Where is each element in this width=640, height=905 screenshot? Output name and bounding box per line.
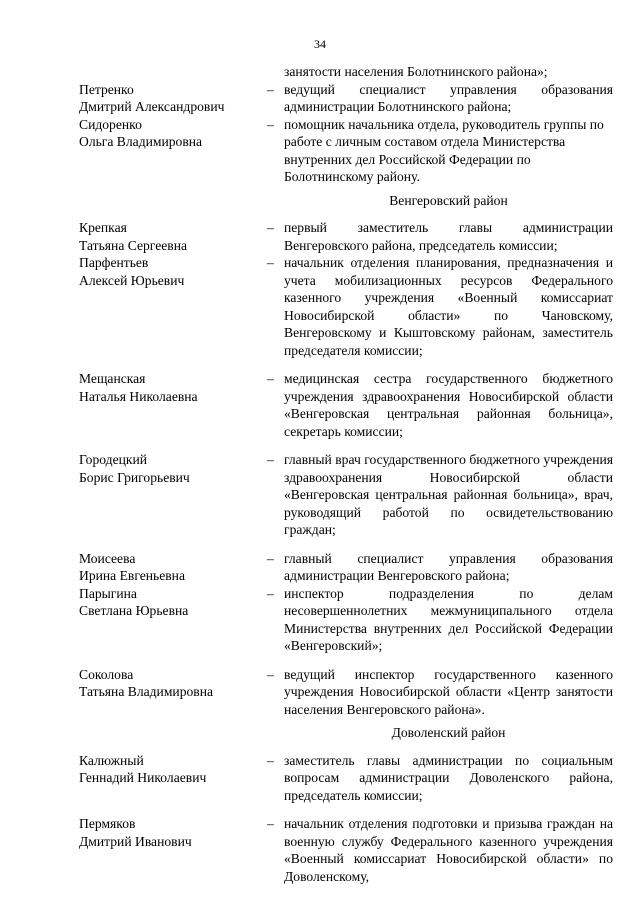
- member-name: [79, 815, 267, 850]
- member-last-name: Парыгина: [79, 585, 137, 601]
- member-name: [79, 585, 267, 620]
- member-last-name: Парфентьев: [79, 255, 149, 270]
- member-first-name: Светлана Юрьевна: [79, 603, 189, 618]
- member-last-name: Сидоренко: [79, 116, 142, 132]
- dash-separator: –: [267, 585, 274, 601]
- member-last-name: Пермяков: [79, 816, 136, 831]
- member-entry: [79, 752, 613, 805]
- member-entry: [79, 116, 613, 186]
- member-entry: [79, 254, 613, 359]
- dash-separator: –: [267, 816, 274, 831]
- member-role: главный врач государственного бюджетного учреждения здравоохранения Новосибирской области «Венгеровская центральная районная больница», врач, руководящий работой по освидетельствованию граждан;: [284, 452, 613, 537]
- member-name: [79, 666, 267, 701]
- member-role: начальник отделения подготовки и призыва граждан на военную службу Федерального казенного учреждения «Военный комиссариат Новосибирской области» по Доволенскому,: [284, 816, 613, 884]
- member-entry: [79, 550, 613, 585]
- member-name: [79, 254, 267, 289]
- member-first-name: Алексей Юрьевич: [79, 272, 185, 288]
- member-first-name: Дмитрий Иванович: [79, 833, 192, 849]
- member-last-name: Петренко: [79, 81, 134, 97]
- member-last-name: Мещанская: [79, 371, 146, 386]
- member-first-name: Ирина Евгеньевна: [79, 568, 185, 583]
- member-name: [79, 81, 267, 116]
- member-role: главный специалист управления образования администрации Венгеровского района;: [284, 550, 613, 583]
- member-name: [79, 370, 267, 405]
- page-number: 34: [314, 37, 326, 51]
- member-last-name: Моисеева: [79, 550, 136, 566]
- member-first-name: Наталья Николаевна: [79, 388, 198, 404]
- intro-continuation: занятости населения Болотнинского района»;: [284, 64, 548, 79]
- dash-separator: –: [267, 452, 274, 467]
- dash-separator: –: [267, 220, 274, 235]
- dash-separator: –: [267, 550, 274, 566]
- member-last-name: Калюжный: [79, 752, 144, 768]
- member-role: ведущий специалист управления образования администрации Болотнинского района;: [284, 81, 613, 114]
- member-role: первый заместитель главы администрации Венгеровского района, председатель комиссии;: [284, 220, 613, 253]
- member-entry: [79, 81, 613, 116]
- member-last-name: Городецкий: [79, 452, 148, 467]
- member-name: [79, 116, 267, 151]
- dash-separator: –: [267, 255, 274, 270]
- member-last-name: Крепкая: [79, 220, 127, 235]
- member-first-name: Борис Григорьевич: [79, 469, 190, 485]
- member-role: заместитель главы администрации по социальным вопросам администрации Доволенского района, председатель комиссии;: [284, 752, 613, 803]
- dash-separator: –: [267, 116, 274, 132]
- member-first-name: Татьяна Владимировна: [79, 684, 214, 699]
- member-name: [79, 752, 267, 787]
- member-entry: [79, 585, 613, 655]
- member-name: [79, 550, 267, 585]
- commission-list: [79, 63, 613, 885]
- member-first-name: Геннадий Николаевич: [79, 770, 207, 785]
- member-last-name: Соколова: [79, 666, 134, 682]
- member-role: медицинская сестра государственного бюджетного учреждения здравоохранения Новосибирской области «Венгеровская центральная районная больница», секретарь комиссии;: [284, 371, 613, 439]
- member-entry: [79, 370, 613, 440]
- member-first-name: Ольга Владимировна: [79, 134, 203, 149]
- member-entry: [79, 219, 613, 254]
- dash-separator: –: [267, 752, 274, 768]
- member-role: ведущий инспектор государственного казенного учреждения Новосибирской области «Центр занятости населения Венгеровского района».: [284, 666, 613, 717]
- member-entry: [79, 451, 613, 539]
- dash-separator: –: [267, 666, 274, 682]
- member-entry: [79, 666, 613, 719]
- member-first-name: Дмитрий Александрович: [79, 99, 225, 114]
- member-role: начальник отделения планирования, предназначения и учета мобилизационных ресурсов Федерального казенного учреждения «Военный комиссариат Новосибирской области» по Чановскому, Венгеровскому и Кыштовскому районам, заместитель председателя комиссии;: [284, 255, 613, 358]
- member-name: [79, 219, 267, 254]
- section-title-dovolensky: Доволенский район: [391, 725, 506, 740]
- dash-separator: –: [267, 81, 274, 97]
- member-role: инспектор подразделения по делам несовершеннолетних межмуниципального отдела Министерства внутренних дел Российской Федерации «Венгеровский»;: [284, 585, 613, 653]
- member-first-name: Татьяна Сергеевна: [79, 237, 187, 253]
- dash-separator: –: [267, 371, 274, 386]
- member-role: помощник начальника отдела, руководитель группы по работе с личным составом отдела Министерства внутренних дел Российской Федерации по Болотнинскому району.: [284, 116, 604, 184]
- member-name: [79, 451, 267, 486]
- section-title-vengerovsky: Венгеровский район: [389, 192, 508, 208]
- member-entry: [79, 815, 613, 885]
